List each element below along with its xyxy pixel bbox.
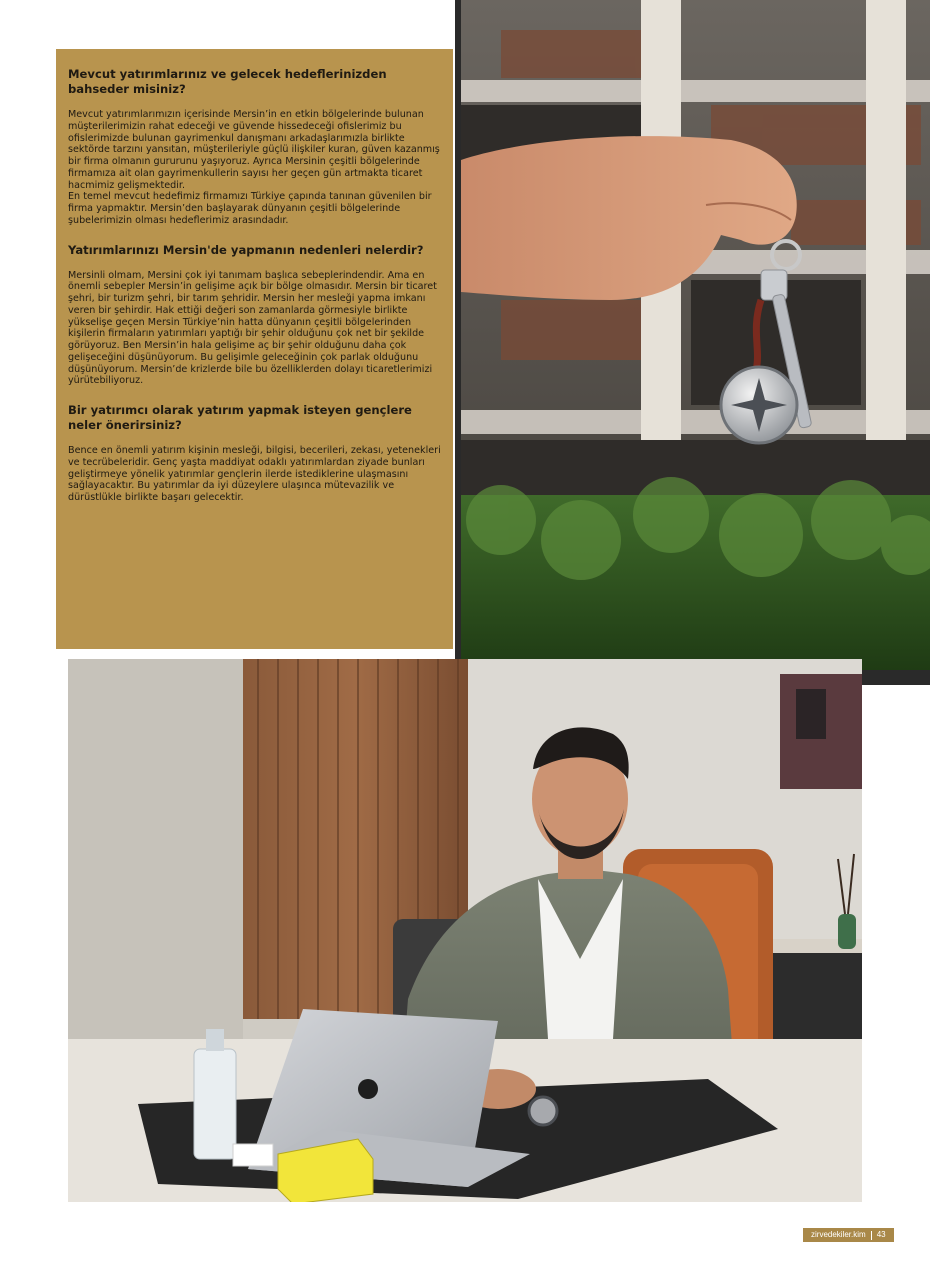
- office-portrait-illustration: [68, 659, 862, 1202]
- answer-1: Mevcut yatırımlarımızın içerisinde Mersin’in en etkin bölgelerinde bulunan müşterilerimizin rahat edeceği ve güvende hissedeceği ofislerimiz bu ofislerimizde bulunan gayrimenkul danışmanı arkadaşlarımızla birlikte sektörde tarzını yansıtan, müşterileriyle güçlü ilişkiler kuran, güven kazanmış bir firma olmanın gururunu yaşıyoruz. Ayrıca Mersinin çeşitli bölgelerinde firmamıza ait olan gayrimenkullerin sayısı her geçen gün artmakta ticaret hacmimiz gelişmektedir. En temel mevcut hedefimiz firmamızı Türkiye çapında tanınan güvenilen bir firma yapmaktır. Mersin’den başlayarak dünyanın çeşitli bölgelerinde şubelerimizin olması hedeflerimiz arasındadır.: [68, 109, 440, 226]
- page-footer: [803, 1228, 894, 1242]
- keys-photo: [461, 0, 930, 670]
- office-portrait-photo: [68, 659, 862, 1202]
- interview-text-panel: [56, 49, 453, 649]
- question-3: Bir yatırımcı olarak yatırım yapmak isteyen gençlere neler önerirsiniz?: [68, 403, 412, 432]
- answer-3: Bence en önemli yatırım kişinin mesleği, bilgisi, becerileri, zekası, yetenekleri ve tecrübeleridir. Genç yaşta maddiyat odaklı yatırımlardan ziyade bunları geliştirmeye yönelik yatırımlar gençlerin ilerde istediklerine ulaşmasını sağlayacaktır. Bu yatırımlar da iyi düzeylere ulaşınca mütevazilik ve dürüstlükle birlikte başarı gelecektir.: [68, 445, 441, 503]
- question-2: Yatırımlarınızı Mersin'de yapmanın nedenleri nelerdir?: [68, 242, 424, 257]
- page-number: 43: [876, 1230, 886, 1239]
- footer-separator: [871, 1231, 872, 1240]
- website-label: zirvedekiler.kim: [811, 1230, 866, 1239]
- answer-2: Mersinli olmam, Mersini çok iyi tanımam başlıca sebeplerindendir. Ama en önemli sebepler Mersin’in gelişime açık bir bölge olmasıdır. Mersin bir ticaret şehri, bir turizm şehri, bir tarım şehridir. Mersin her mesleği yapma imkanı veren bir şehirdir. Hak ettiği değeri son zamanlarda görmesiyle birlikte yükselişe geçen Mersin Türkiye’nin hatta dünyanın çeşitli bölgelerinden kişilerin firmaların yatırımları yaptığı bir şehir olduğunu çok net bir şekilde görüyoruz. Ben Mersin’in hala gelişime aç bir şehir olduğunu daha çok gelişeceğini düşünüyorum. Bu gelişimle geleceğinin çok parlak olduğunu düşünüyorum. Mersin’de krizlerde bile bu özelliklerden dolayı ticaretlerimizi yürütebiliyoruz.: [68, 269, 437, 387]
- keys-photo-illustration: [461, 0, 930, 670]
- question-1: Mevcut yatırımlarınız ve gelecek hedeflerinizden bahseder misiniz?: [68, 67, 387, 96]
